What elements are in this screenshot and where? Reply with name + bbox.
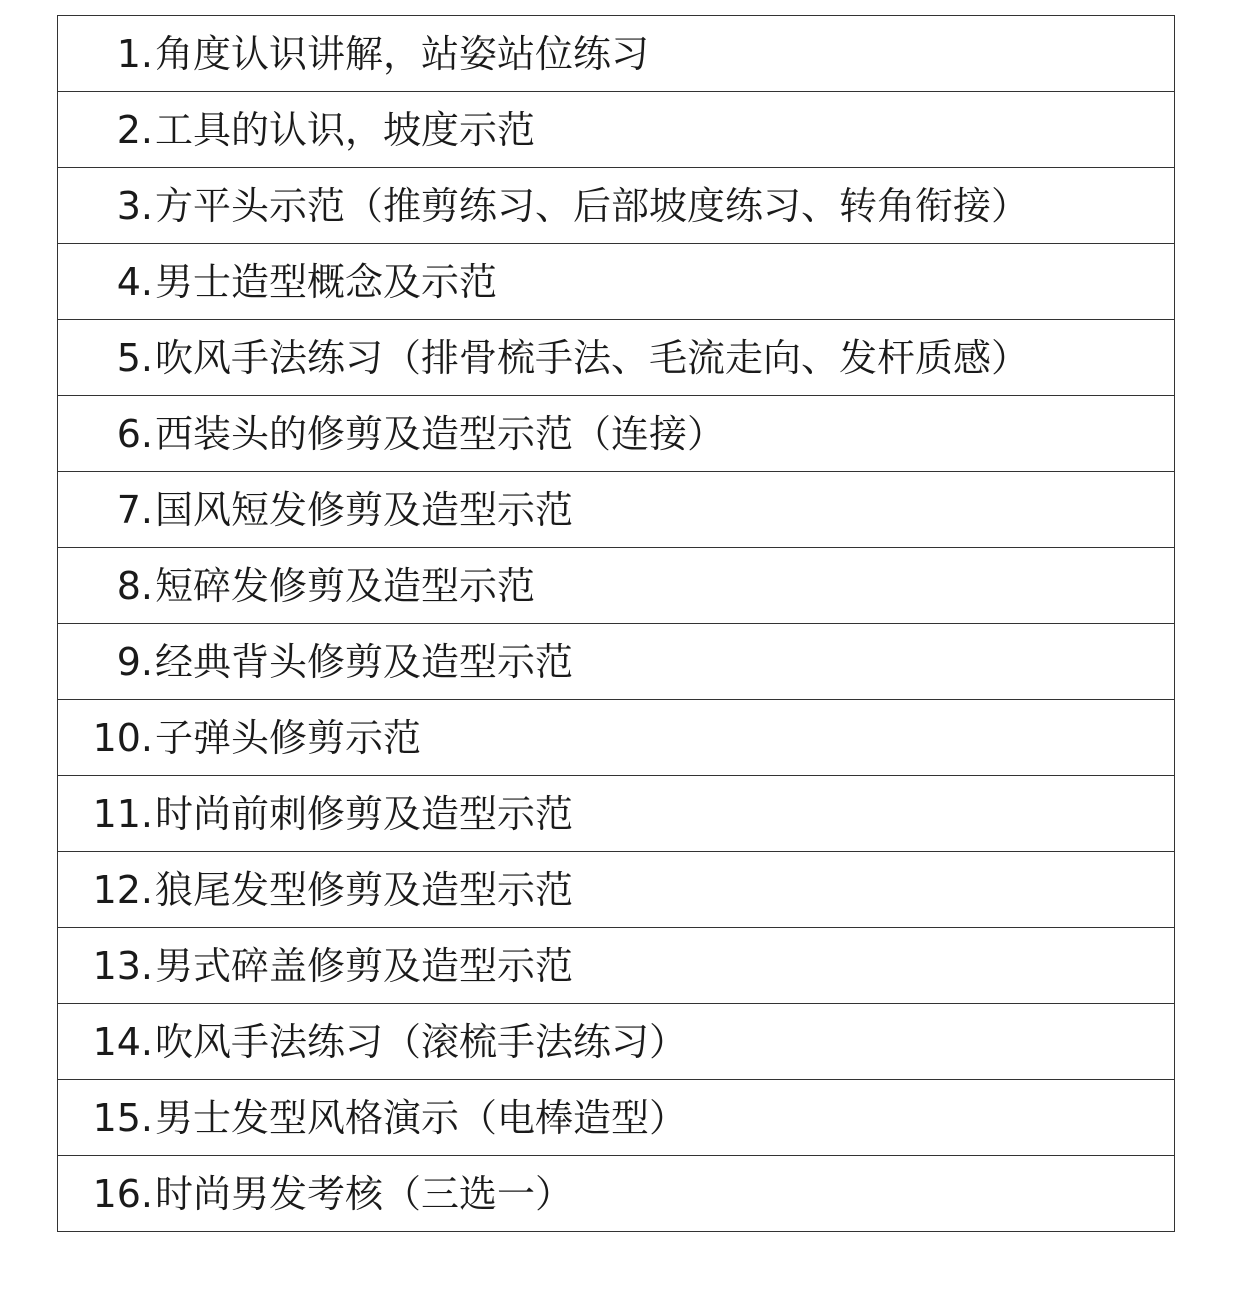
course-list-table — [57, 15, 1175, 1232]
item-label: 狼尾发型修剪及造型示范 — [155, 867, 574, 912]
table-row — [58, 396, 1175, 472]
item-label: 西装头的修剪及造型示范（连接） — [155, 411, 726, 456]
item-number: 5. — [116, 335, 153, 380]
table-row — [58, 548, 1175, 624]
table-row — [58, 472, 1175, 548]
table-row — [58, 1004, 1175, 1080]
item-number: 8. — [116, 563, 153, 608]
item-label: 时尚男发考核（三选一） — [155, 1171, 574, 1216]
item-label: 角度认识讲解，站姿站位练习 — [155, 31, 650, 76]
item-number: 15. — [92, 1095, 153, 1140]
table-row — [58, 320, 1175, 396]
item-label: 男式碎盖修剪及造型示范 — [155, 943, 574, 988]
table-row — [58, 852, 1175, 928]
table-row — [58, 1080, 1175, 1156]
item-number: 3. — [116, 183, 153, 228]
table-row — [58, 92, 1175, 168]
item-number: 10. — [92, 715, 153, 760]
table-row — [58, 1156, 1175, 1232]
item-label: 男士造型概念及示范 — [155, 259, 498, 304]
item-number: 1. — [116, 31, 153, 76]
table-row — [58, 624, 1175, 700]
item-number: 13. — [92, 943, 153, 988]
table-row — [58, 776, 1175, 852]
item-number: 16. — [92, 1171, 153, 1216]
item-label: 时尚前刺修剪及造型示范 — [155, 791, 574, 836]
item-number: 2. — [116, 107, 153, 152]
item-label: 方平头示范（推剪练习、后部坡度练习、转角衔接） — [155, 183, 1030, 228]
item-label: 经典背头修剪及造型示范 — [155, 639, 574, 684]
table-row — [58, 244, 1175, 320]
item-number: 9. — [116, 639, 153, 684]
item-label: 国风短发修剪及造型示范 — [155, 487, 574, 532]
table-row — [58, 700, 1175, 776]
table-row — [58, 168, 1175, 244]
item-label: 吹风手法练习（排骨梳手法、毛流走向、发杆质感） — [155, 335, 1030, 380]
item-number: 14. — [92, 1019, 153, 1064]
item-number: 11. — [92, 791, 153, 836]
item-label: 吹风手法练习（滚梳手法练习） — [155, 1019, 688, 1064]
item-number: 7. — [116, 487, 153, 532]
item-label: 短碎发修剪及造型示范 — [155, 563, 536, 608]
item-label: 子弹头修剪示范 — [155, 715, 422, 760]
item-label: 男士发型风格演示（电棒造型） — [155, 1095, 688, 1140]
table-row — [58, 16, 1175, 92]
item-number: 4. — [116, 259, 153, 304]
item-number: 6. — [116, 411, 153, 456]
item-label: 工具的认识，坡度示范 — [155, 107, 536, 152]
table-row — [58, 928, 1175, 1004]
item-number: 12. — [92, 867, 153, 912]
